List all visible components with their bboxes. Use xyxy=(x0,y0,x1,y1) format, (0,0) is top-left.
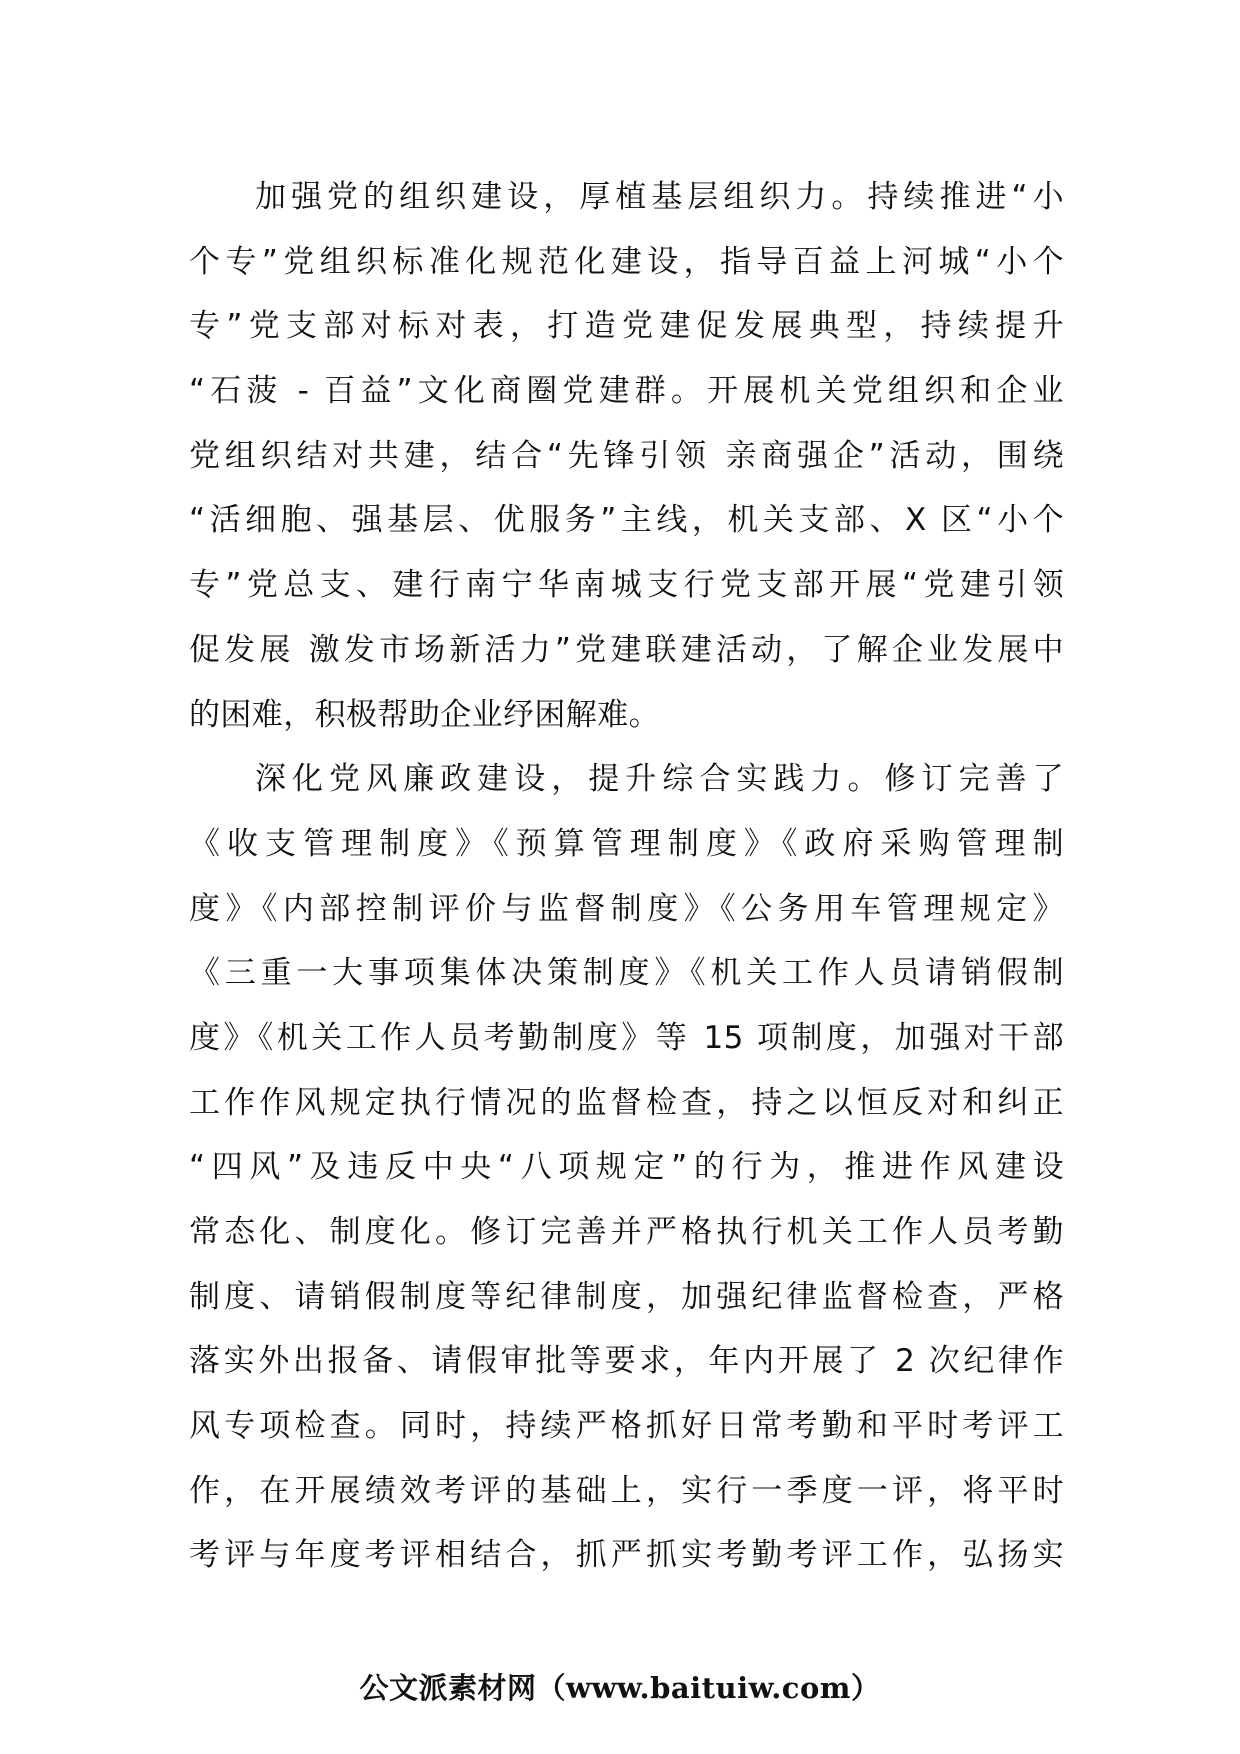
text-line: 《三重一大事项集体决策制度》《机关工作人员请销假制 xyxy=(189,955,1064,992)
text-line: 风专项检查。同时，持续严格抓好日常考勤和平时考评工 xyxy=(189,1408,1064,1445)
document-body xyxy=(189,165,1064,1588)
text-line: 工作作风规定执行情况的监督检查，持之以恒反对和纠正 xyxy=(189,1084,1064,1121)
text-line: 制度、请销假制度等纪律制度，加强纪律监督检查，严格 xyxy=(189,1278,1064,1315)
text-line: 个专”党组织标准化规范化建设，指导百益上河城“小个 xyxy=(189,243,1064,280)
text-line: 加强党的组织建设，厚植基层组织力。持续推进“小 xyxy=(255,179,1064,215)
text-line: 度》《机关工作人员考勤制度》等 15 项制度，加强对干部 xyxy=(189,1019,1064,1056)
text-line: 考评与年度考评相结合，抓严抓实考勤考评工作，弘扬实 xyxy=(189,1537,1064,1574)
text-line: 的困难，积极帮助企业纾困解难。 xyxy=(189,696,660,733)
paragraph-1 xyxy=(189,165,1064,747)
text-line: “石菠 - 百益”文化商圈党建群。开展机关党组织和企业 xyxy=(189,373,1064,410)
text-line: 深化党风廉政建设，提升综合实践力。修订完善了 xyxy=(255,761,1064,798)
text-line: “四风”及违反中央“八项规定”的行为，推进作风建设 xyxy=(189,1149,1064,1186)
text-line: 党组织结对共建，结合“先锋引领 亲商强企”活动，围绕 xyxy=(189,437,1064,474)
text-line: 落实外出报备、请假审批等要求，年内开展了 2 次纪律作 xyxy=(189,1343,1064,1380)
text-line: 度》《内部控制评价与监督制度》《公务用车管理规定》 xyxy=(189,890,1064,927)
text-line: 《收支管理制度》《预算管理制度》《政府采购管理制 xyxy=(189,825,1064,862)
footer-watermark: 公文派素材网（www.baituiw.com） xyxy=(359,1671,881,1705)
text-line: 促发展 激发市场新活力”党建联建活动，了解企业发展中 xyxy=(189,631,1064,668)
paragraph-2 xyxy=(189,747,1064,1588)
text-line: “活细胞、强基层、优服务”主线，机关支部、X 区“小个 xyxy=(189,502,1064,539)
text-line: 作，在开展绩效考评的基础上，实行一季度一评，将平时 xyxy=(189,1472,1064,1509)
text-line: 专”党总支、建行南宁华南城支行党支部开展“党建引领 xyxy=(189,567,1064,604)
text-line: 常态化、制度化。修订完善并严格执行机关工作人员考勤 xyxy=(189,1214,1064,1250)
text-line: 专”党支部对标对表，打造党建促发展典型，持续提升 xyxy=(189,308,1064,345)
